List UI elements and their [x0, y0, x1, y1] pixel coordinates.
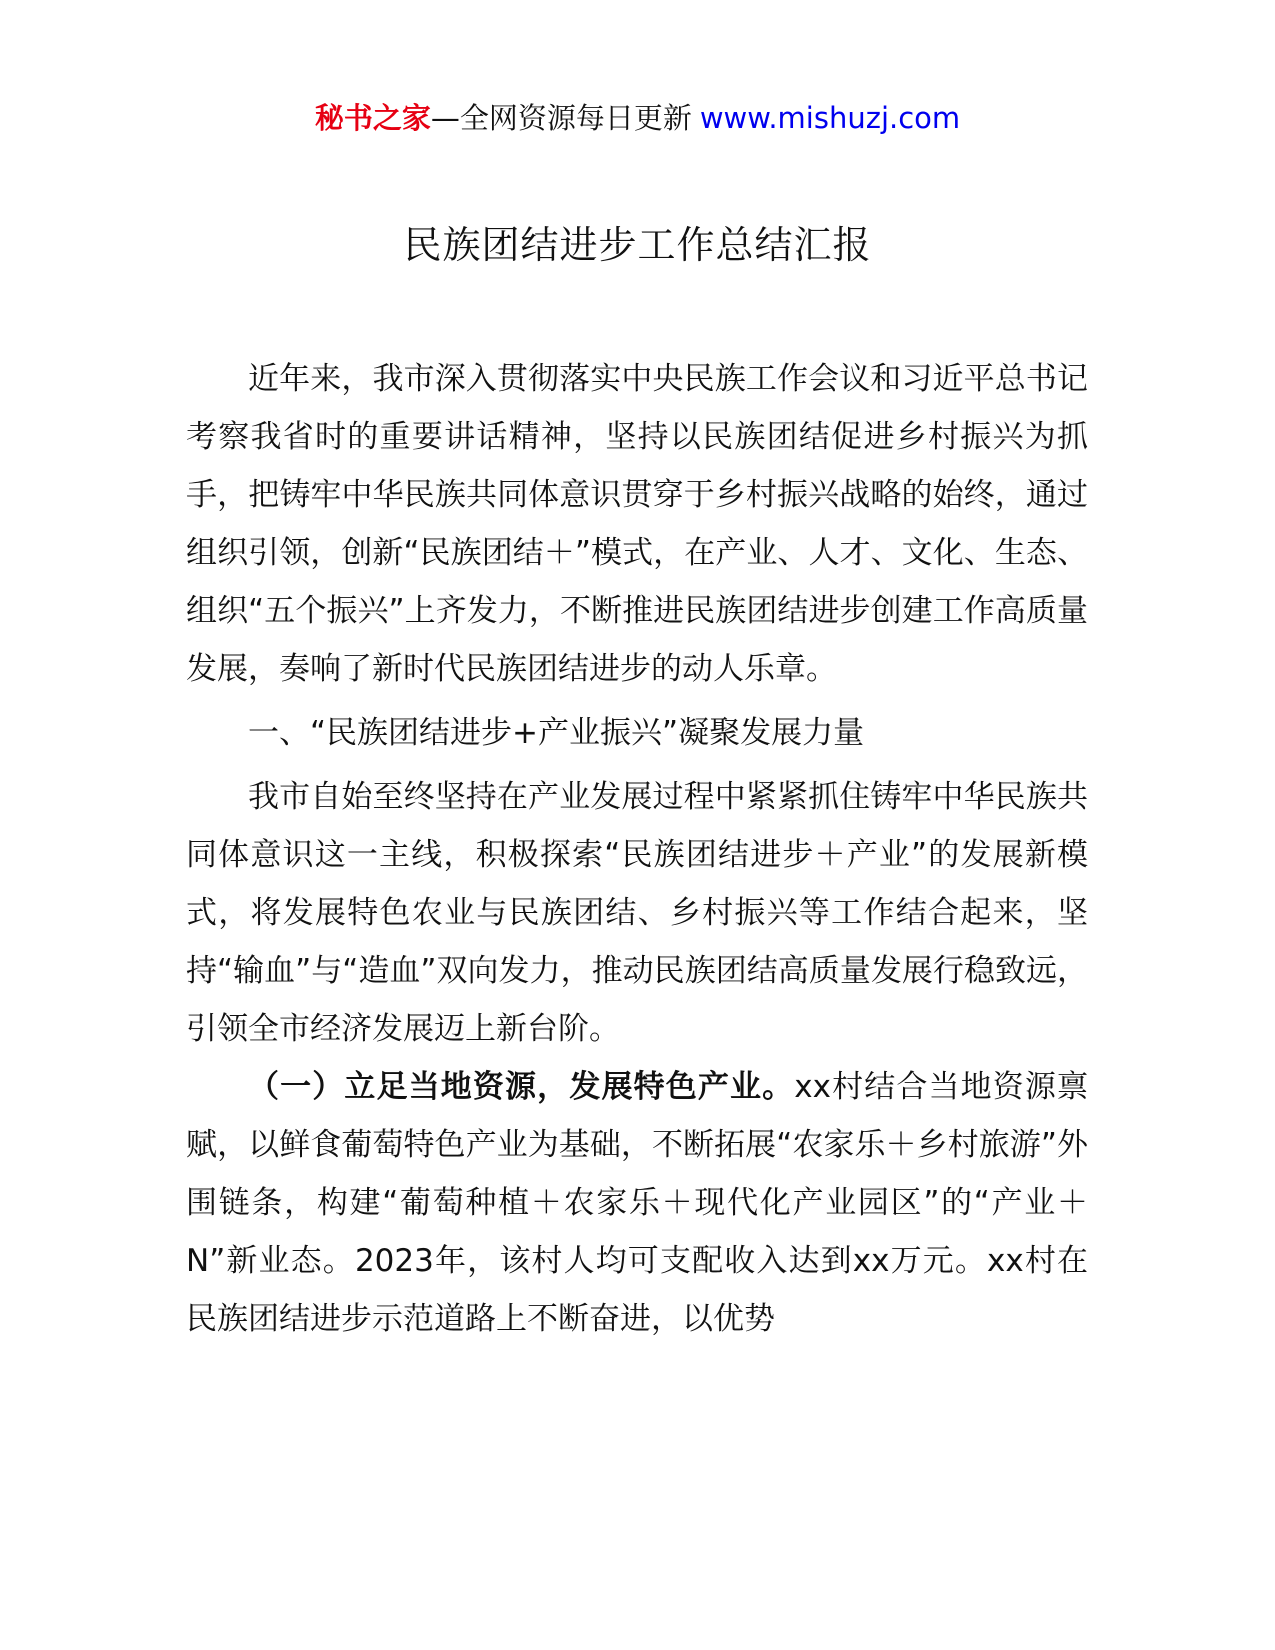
document-title: 民族团结进步工作总结汇报 — [403, 223, 872, 267]
section-paragraph: 我市自始至终坚持在产业发展过程中紧紧抓住铸牢中华民族共同体意识这一主线，积极探索“民族团结进步＋产业”的发展新模式，将发展特色农业与民族团结、乡村振兴等工作结合起来，坚持“输血”与“造血”双向发力，推动民族团结高质量发展行稳致远，引领全市经济发展迈上新台阶。 — [186, 779, 1088, 1047]
subsection-paragraph — [186, 1058, 1088, 1348]
site-header — [0, 98, 1275, 138]
brand-name: 秘书之家 — [314, 101, 431, 135]
subsection-heading: （一）立足当地资源，发展特色产业。 — [248, 1069, 795, 1105]
intro-paragraph: 近年来，我市深入贯彻落实中央民族工作会议和习近平总书记考察我省时的重要讲话精神，坚持以民族团结促进乡村振兴为抓手，把铸牢中华民族共同体意识贯穿于乡村振兴战略的始终，通过组织引领，创新“民族团结＋”模式，在产业、人才、文化、生态、组织“五个振兴”上齐发力，不断推进民族团结进步创建工作高质量发展，奏响了新时代民族团结进步的动人乐章。 — [186, 361, 1088, 687]
site-url-link[interactable]: www.mishuzj.com — [699, 101, 961, 135]
subsection-text: xx村结合当地资源禀赋，以鲜食葡萄特色产业为基础，不断拓展“农家乐＋乡村旅游”外围链条，构建“葡萄种植＋农家乐＋现代化产业园区”的“产业＋N”新业态。2023年，该村人均可支配收入达到xx万元。xx村在民族团结进步示范道路上不断奋进，以优势 — [186, 1069, 1088, 1337]
header-tagline: —全网资源每日更新 — [430, 101, 692, 135]
section-heading: 一、“民族团结进步+产业振兴”凝聚发展力量 — [248, 715, 865, 751]
document-body — [186, 350, 1088, 1348]
